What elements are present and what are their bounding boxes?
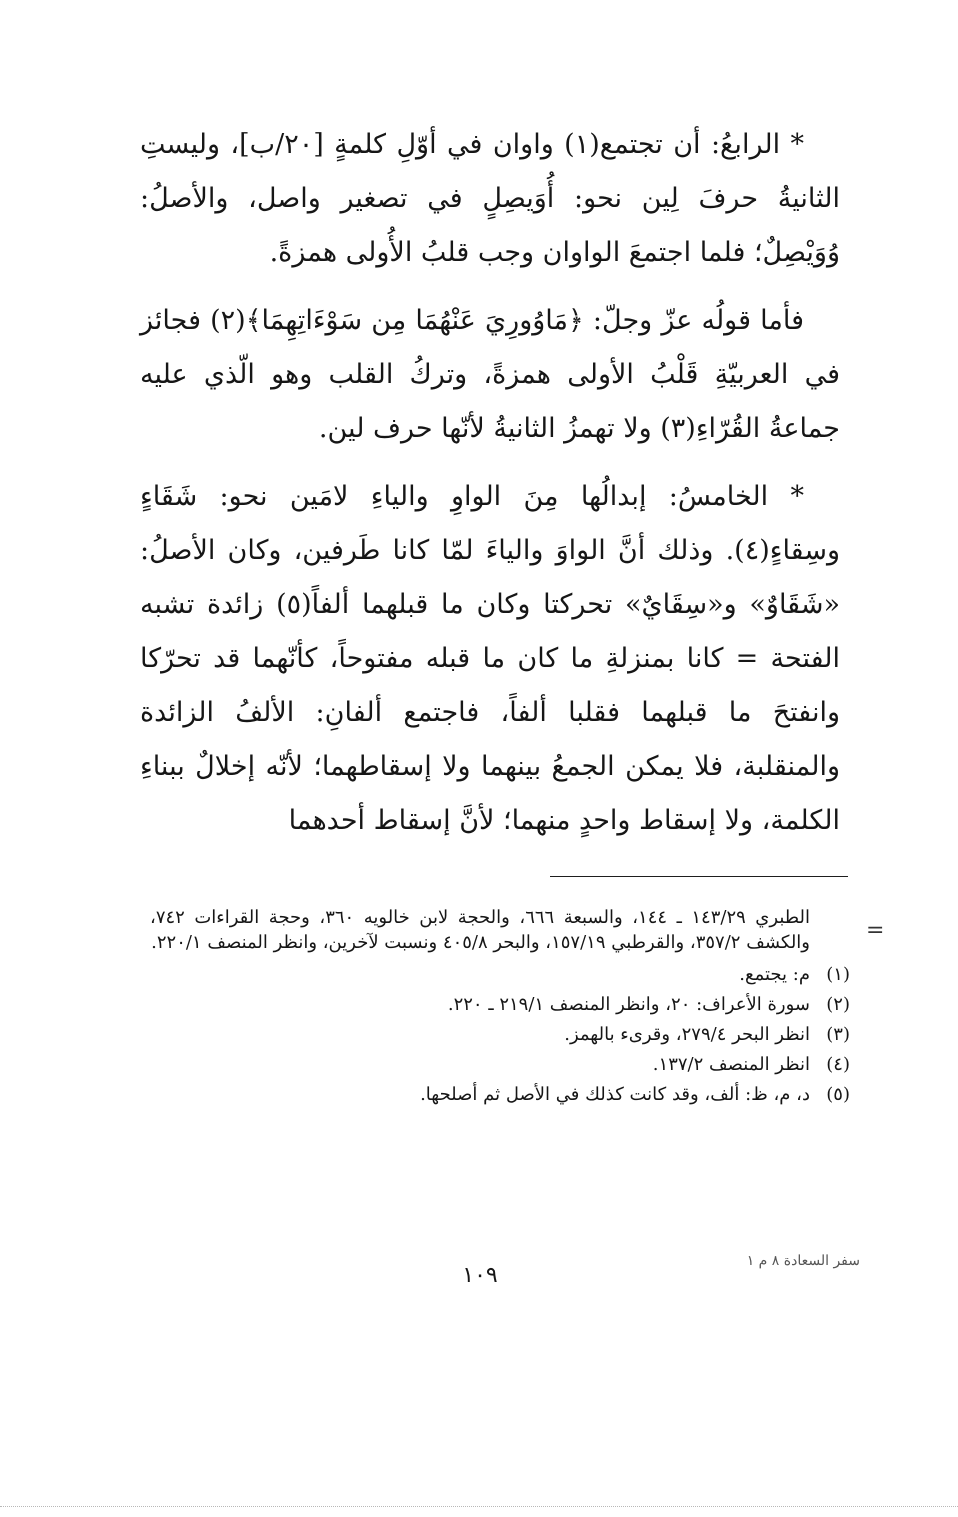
footnote-number: (٢)	[826, 994, 850, 1015]
footnote-separator	[550, 876, 848, 877]
footnote-text: سورة الأعراف: ٢٠، وانظر المنصف ٢١٩/١ ـ ٢٢٠.	[447, 994, 810, 1015]
footnote-item	[150, 1021, 850, 1048]
footnote-text: انظر البحر ٢٧٩/٤، وقرىء بالهمز.	[564, 1024, 810, 1045]
footnote-number: (٤)	[826, 1054, 850, 1075]
paragraph-quran-verse: فأما قولُه عزّ وجلّ: ﴿مَاوُورِيَ عَنْهُمَا مِن سَوْءَاتِهِمَا﴾(٢) فجائز في العربيّةِ قَلْبُ الأولى همزةً، وتركُ القلب وهو الّذي عليه جماعةُ القُرّاءِ(٣) ولا تهمزُ الثانيةُ لأنّها حرف لين.	[140, 305, 840, 444]
footnotes	[150, 905, 850, 1111]
paragraph-fourth-rule: * الرابعُ: أن تجتمع(١) واوان في أوّلِ كلمةٍ [٢٠/ب]، وليستِ الثانيةُ حرفَ لِين نحو: أُوَيصِلٍ في تصغير واصل، والأصلُ: وُوَيْصِلٌ؛ فلما اجتمعَ الواوان وجب قلبُ الأُولى همزةً.	[140, 129, 840, 268]
footnote-number: (٣)	[826, 1024, 850, 1045]
footnote-item	[150, 991, 850, 1018]
main-text	[140, 118, 840, 862]
footnote-continuation-marker: =	[866, 918, 885, 943]
footnote-item	[150, 961, 850, 988]
footnote-item	[150, 1081, 850, 1108]
paragraph-fifth-rule: * الخامسُ: إبدالُها مِنَ الواوِ والياءِ لامَين نحو: شَقَاءٍ وسِقاءٍ(٤). وذلك أنَّ الواوَ والياءَ لمّا كانا طَرفين، وكان الأصلُ: «شَقَاوٌ» و«سِقَايٌ» تحركتا وكان ما قبلهما ألفاً(٥) زائدة تشبه الفتحة = كانا بمنزلةِ ما كان ما قبله مفتوحاً، كأنّهما قد تحرّكا وانفتحَ ما قبلهما فقلبا ألفاً، فاجتمع ألفانِ: الألفُ الزائدة والمنقلبة، فلا يمكن الجمعُ بينهما ولا إسقاطهما؛ لأنّه إخلالٌ ببناءِ الكلمة، ولا إسقاط واحدٍ منهما؛ لأنَّ إسقاط أحدهما	[140, 481, 840, 836]
footnote-text: انظر المنصف ١٣٧/٢.	[652, 1054, 810, 1075]
footnote-continuation: الطبري ١٤٣/٢٩ ـ ١٤٤، والسبعة ٦٦٦، والحجة لابن خالويه ٣٦٠، وحجة القراءات ٧٤٢، والكشف ٣٥٧/٢، والقرطبي ١٥٧/١٩، والبحر ٤٠٥/٨ ونسبت لآخرين، وانظر المنصف ٢٢٠/١.	[150, 907, 810, 953]
footnote-item	[150, 1051, 850, 1078]
footnote-text: م: يجتمع.	[739, 964, 810, 985]
page-number: ١٠٩	[462, 1263, 498, 1288]
footnote-text: د، م، ظ: ألف، وقد كانت كذلك في الأصل ثم أصلحها.	[420, 1084, 810, 1105]
scan-edge-dots	[0, 1506, 958, 1507]
running-footer: سفر السعادة ٨ م ١	[746, 1253, 860, 1269]
footnote-number: (٥)	[826, 1084, 850, 1105]
footnote-number: (١)	[826, 964, 850, 985]
